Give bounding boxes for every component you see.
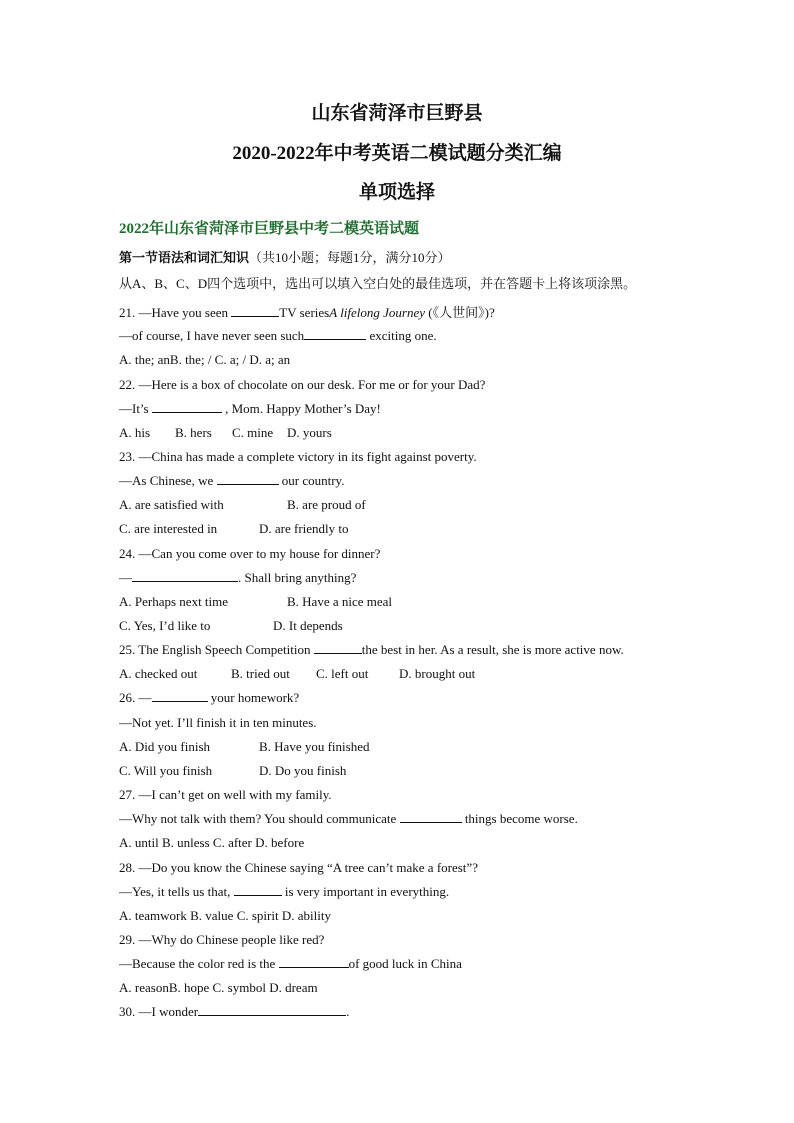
q23-line-1: 23. —China has made a complete victory in its fight against poverty. bbox=[119, 449, 477, 464]
q21-title-italic: A lifelong Journey bbox=[329, 305, 426, 320]
option-a: A. his bbox=[119, 425, 151, 440]
option-a: A. are satisfied with bbox=[119, 497, 224, 512]
q28-text-a: —Yes, it tells us that, bbox=[119, 884, 234, 899]
q24-line-2 bbox=[119, 570, 356, 586]
q23-line-2 bbox=[119, 473, 344, 489]
q26-line-1 bbox=[119, 690, 299, 706]
answer-blank bbox=[132, 570, 238, 582]
q29-options: A. reasonB. hope C. symbol D. dream bbox=[119, 980, 318, 995]
q29-line-1: 29. —Why do Chinese people like red? bbox=[119, 932, 325, 947]
q23-options-row-1 bbox=[119, 497, 679, 513]
q23-text-b: our country. bbox=[278, 473, 345, 488]
q30-line-1 bbox=[119, 1004, 349, 1020]
option-c: C. Will you finish bbox=[119, 763, 213, 778]
q27-options: A. until B. unless C. after D. before bbox=[119, 835, 305, 850]
q23-text-a: —As Chinese, we bbox=[119, 473, 217, 488]
option-d: D. It depends bbox=[273, 618, 343, 633]
q23-options-row-2 bbox=[119, 521, 679, 537]
option-c: C. are interested in bbox=[119, 521, 218, 536]
q28-line-2 bbox=[119, 884, 449, 900]
q22-text-a: —It’s bbox=[119, 401, 152, 416]
q24-options-row-2 bbox=[119, 618, 679, 634]
q29-line-2 bbox=[119, 956, 462, 972]
q21-text-b: TV series bbox=[279, 305, 330, 320]
section-heading: 2022年山东省菏泽市巨野县中考二模英语试题 bbox=[119, 221, 420, 237]
q21-options: A. the; anB. the; / C. a; / D. a; an bbox=[119, 352, 291, 367]
option-b: B. tried out bbox=[231, 666, 290, 681]
q25-line-1 bbox=[119, 642, 624, 658]
q28-line-1: 28. —Do you know the Chinese saying “A tree can’t make a forest”? bbox=[119, 860, 478, 875]
q26-line-2: —Not yet. I’ll finish it in ten minutes. bbox=[119, 715, 317, 730]
q26-options-row-2 bbox=[119, 763, 679, 779]
q21-text-e: —of course, I have never seen such bbox=[119, 328, 305, 343]
q24-line-1: 24. —Can you come over to my house for dinner? bbox=[119, 546, 381, 561]
option-b: B. hers bbox=[175, 425, 212, 440]
option-a: A. Did you finish bbox=[119, 739, 210, 754]
q27-line-2 bbox=[119, 811, 578, 827]
title-line-1: 山东省菏泽市巨野县 bbox=[311, 103, 483, 124]
answer-blank bbox=[152, 690, 208, 702]
answer-blank bbox=[198, 1004, 346, 1016]
q22-line-2 bbox=[119, 401, 381, 417]
instruction: 从A、B、C、D四个选项中，选出可以填入空白处的最佳选项，并在答题卡上将该项涂黑。 bbox=[119, 276, 637, 291]
title-line-2: 2020-2022年中考英语二模试题分类汇编 bbox=[232, 143, 562, 164]
answer-blank bbox=[231, 305, 279, 317]
option-b: B. are proud of bbox=[287, 497, 366, 512]
q22-line-1: 22. —Here is a box of chocolate on our desk. For me or for your Dad? bbox=[119, 377, 486, 392]
q27-text-b: things become worse. bbox=[461, 811, 578, 826]
option-b: B. Have you finished bbox=[259, 739, 370, 754]
answer-blank bbox=[234, 884, 282, 896]
option-a: A. checked out bbox=[119, 666, 198, 681]
q21-text-d: (《人世间》)? bbox=[425, 305, 495, 320]
q24-text-b: . Shall bring anything? bbox=[238, 570, 357, 585]
q30-text-b: . bbox=[346, 1004, 350, 1019]
q26-text-a: 26. — bbox=[119, 690, 152, 705]
q22-options bbox=[119, 425, 679, 441]
answer-blank bbox=[400, 811, 462, 823]
q26-options-row-1 bbox=[119, 739, 679, 755]
option-d: D. yours bbox=[287, 425, 332, 440]
answer-blank bbox=[279, 956, 349, 968]
option-c: C. left out bbox=[316, 666, 369, 681]
q22-text-b: , Mom. Happy Mother’s Day! bbox=[221, 401, 381, 416]
q27-text-a: —Why not talk with them? You should communicate bbox=[119, 811, 400, 826]
q26-text-b: your homework? bbox=[207, 690, 300, 705]
part-title: 第一节语法和词汇知识 bbox=[119, 250, 250, 265]
q21-line-2 bbox=[119, 328, 437, 344]
q29-text-b: of good luck in China bbox=[348, 956, 462, 971]
q25-options bbox=[119, 666, 679, 682]
q21-text-a: 21. —Have you seen bbox=[119, 305, 232, 320]
option-b: B. Have a nice meal bbox=[287, 594, 393, 609]
part-note: （共10小题；每题1分，满分10分） bbox=[249, 250, 451, 265]
answer-blank bbox=[217, 473, 279, 485]
q21-text-f: exciting one. bbox=[366, 328, 437, 343]
q30-text-a: 30. —I wonder bbox=[119, 1004, 199, 1019]
option-d: D. brought out bbox=[399, 666, 476, 681]
q24-options-row-1 bbox=[119, 594, 679, 610]
title-line-3: 单项选择 bbox=[358, 182, 435, 203]
part-header bbox=[119, 247, 451, 266]
q25-text-b: the best in her. As a result, she is more active now. bbox=[361, 642, 624, 657]
option-c: C. Yes, I’d like to bbox=[119, 618, 211, 633]
q21-line-1 bbox=[119, 302, 495, 321]
answer-blank bbox=[304, 328, 366, 340]
q29-text-a: —Because the color red is the bbox=[119, 956, 279, 971]
q27-line-1: 27. —I can’t get on well with my family. bbox=[119, 787, 332, 802]
answer-blank bbox=[314, 642, 362, 654]
q28-options: A. teamwork B. value C. spirit D. ability bbox=[119, 908, 331, 923]
option-a: A. Perhaps next time bbox=[119, 594, 229, 609]
answer-blank bbox=[152, 401, 222, 413]
q25-text-a: 25. The English Speech Competition bbox=[119, 642, 314, 657]
q28-text-b: is very important in everything. bbox=[281, 884, 450, 899]
option-d: D. Do you finish bbox=[259, 763, 347, 778]
q24-text-a: — bbox=[119, 570, 132, 585]
option-c: C. mine bbox=[232, 425, 274, 440]
option-d: D. are friendly to bbox=[259, 521, 349, 536]
